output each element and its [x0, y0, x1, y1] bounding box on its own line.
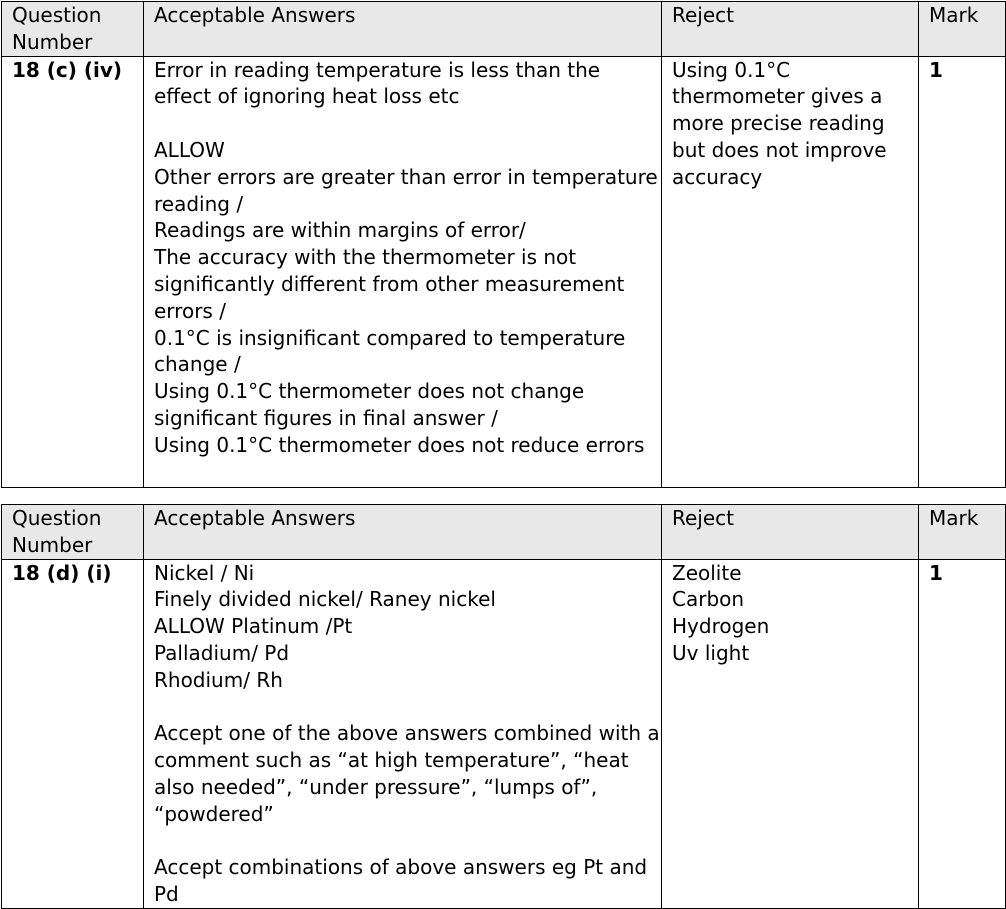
answer-line: Readings are within margins of error/ — [154, 218, 526, 243]
reject-line: Using 0.1°C thermometer gives a more precise reading but does not improve accuracy — [672, 57, 893, 189]
blank-line — [154, 828, 661, 855]
reject-line: Carbon — [672, 587, 745, 612]
header-acceptable-answers: Acceptable Answers — [144, 2, 662, 57]
question-number: 18 (c) (iv) — [2, 56, 144, 487]
table-header-row — [2, 2, 1006, 57]
mark-scheme-table-18d-i — [1, 504, 1006, 909]
header-reject: Reject — [662, 2, 919, 57]
answer-line: ALLOW Platinum /Pt — [154, 614, 353, 639]
answer-line: Using 0.1°C thermometer does not change significant figures in final answer / — [154, 379, 591, 430]
table-header-row — [2, 505, 1006, 560]
reject-line: Zeolite — [672, 560, 742, 585]
mark-cell: 1 — [919, 56, 1006, 487]
answer-line: Accept one of the above answers combined with a comment such as “at high temperature”, “heat also needed”, “under pressure”, “lumps of”, “powdered” — [154, 721, 667, 826]
answer-line: Accept combinations of above answers eg Pt and Pd — [154, 855, 654, 907]
blank-line — [154, 110, 661, 137]
acceptable-answers-cell — [144, 559, 667, 908]
blank-line — [154, 694, 661, 721]
header-mark: Mark — [919, 505, 1006, 560]
answer-line: Other errors are greater than error in temperature reading / — [154, 164, 665, 216]
answer-line: The accuracy with the thermometer is not significantly different from other measurement errors / — [154, 245, 631, 323]
answer-line: Finely divided nickel/ Raney nickel — [154, 587, 496, 612]
mark-cell: 1 — [919, 559, 1006, 908]
reject-line: Hydrogen — [672, 614, 770, 639]
question-number: 18 (d) (i) — [2, 559, 144, 908]
answer-line: ALLOW — [154, 137, 225, 162]
header-acceptable-answers: Acceptable Answers — [144, 505, 662, 560]
answer-line: Rhodium/ Rh — [154, 667, 283, 692]
table-row — [2, 56, 1006, 487]
acceptable-answers-cell — [144, 56, 665, 487]
header-question-number: Question Number — [2, 505, 144, 560]
answer-line: 0.1°C is insignificant compared to temperature change / — [154, 325, 632, 377]
header-reject: Reject — [662, 505, 919, 560]
answer-line: Using 0.1°C thermometer does not reduce errors — [154, 432, 645, 457]
answer-line: Nickel / Ni — [154, 560, 255, 585]
answer-line: Palladium/ Pd — [154, 640, 290, 665]
reject-cell — [662, 559, 919, 908]
mark-scheme-table-18c-iv — [1, 1, 1006, 488]
header-question-number: Question Number — [2, 2, 144, 57]
reject-cell — [662, 56, 919, 487]
header-mark: Mark — [919, 2, 1006, 57]
answer-line: Error in reading temperature is less than the effect of ignoring heat loss etc — [154, 57, 607, 109]
reject-line: Uv light — [672, 640, 750, 665]
table-row — [2, 559, 1006, 908]
